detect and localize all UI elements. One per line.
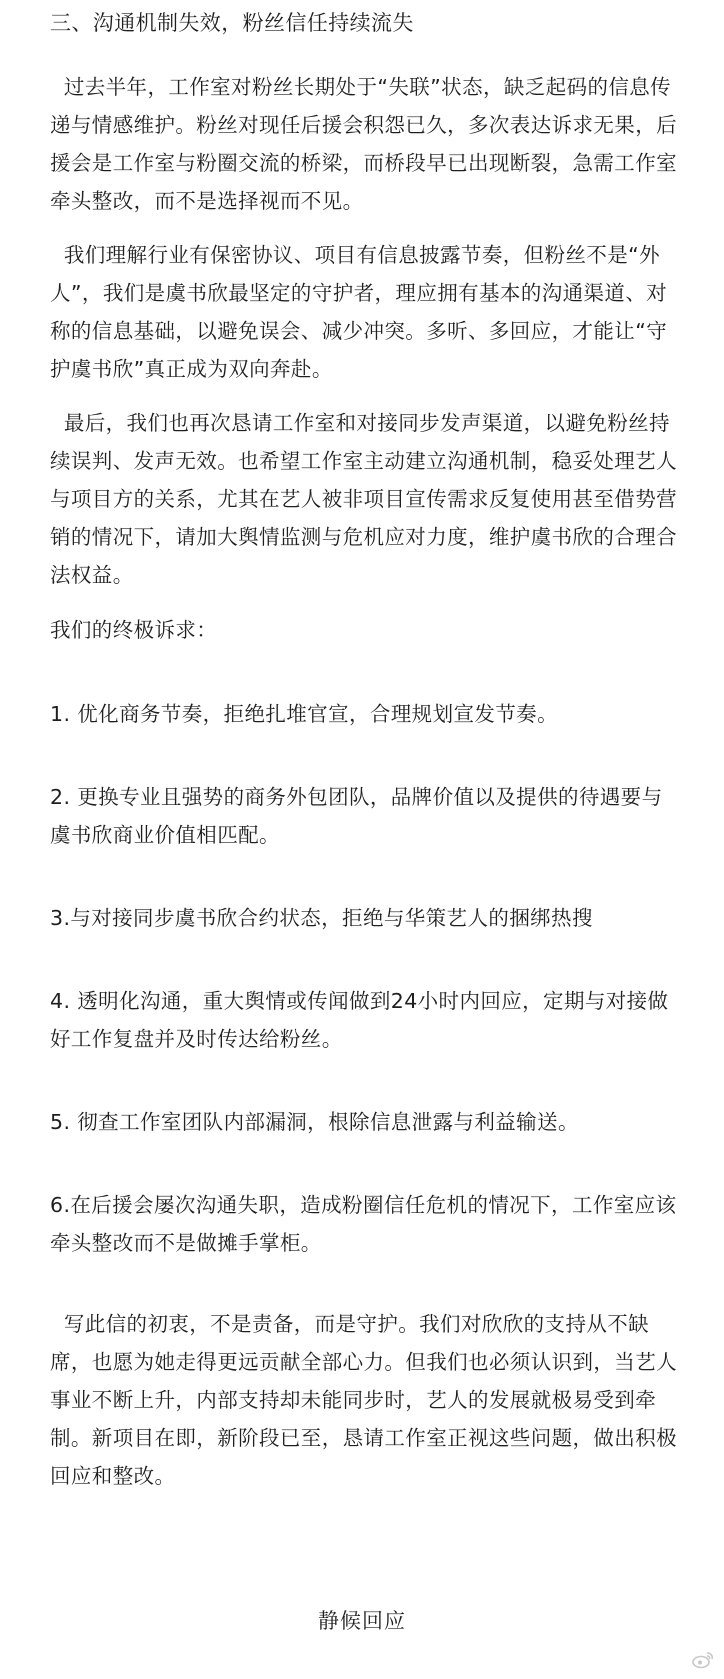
section-heading: 三、沟通机制失效，粉丝信任持续流失 [50, 11, 414, 35]
paragraph-fan-disconnection: 过去半年，工作室对粉丝长期处于“失联”状态，缺乏起码的信息传递与情感维护。粉丝对现任后援会积怨已久，多次表达诉求无果，后援会是工作室与粉圈交流的桥梁，而桥段早已出现断裂，急需工作室牵头整改，而不是选择视而不见。 [50, 75, 677, 213]
demands-heading: 我们的终极诉求： [50, 618, 218, 642]
demand-item-3: 3.与对接同步虞书欣合约状态，拒绝与华策艺人的捆绑热搜 [50, 906, 593, 930]
weibo-watermark [692, 1651, 714, 1669]
signature: 静候回应 [318, 1609, 406, 1633]
demand-item-5: 5. 彻查工作室团队内部漏洞，根除信息泄露与利益输送。 [50, 1110, 579, 1134]
paragraph-closing: 写此信的初衷，不是责备，而是守护。我们对欣欣的支持从不缺席，也愿为她走得更远贡献全部心力。但我们也必须认识到，当艺人事业不断上升，内部支持却未能同步时，艺人的发展就极易受到牵制。新项目在即，新阶段已至，恳请工作室正视这些问题，做出积极回应和整改。 [50, 1312, 677, 1488]
paragraph-final-request: 最后，我们也再次恳请工作室和对接同步发声渠道，以避免粉丝持续误判、发声无效。也希望工作室主动建立沟通机制，稳妥处理艺人与项目方的关系，尤其在艺人被非项目宣传需求反复使用甚至借势营销的情况下，请加大舆情监测与危机应对力度，维护虞书欣的合理合法权益。 [50, 411, 677, 587]
weibo-logo-icon [692, 1651, 714, 1669]
demand-item-6: 6.在后援会屡次沟通失职，造成粉圈信任危机的情况下，工作室应该牵头整改而不是做摊手掌柜。 [50, 1193, 677, 1255]
paragraph-communication-channel: 我们理解行业有保密协议、项目有信息披露节奏，但粉丝不是“外人”，我们是虞书欣最坚定的守护者，理应拥有基本的沟通渠道、对称的信息基础，以避免误会、减少冲突。多听、多回应，才能让“守护虞书欣”真正成为双向奔赴。 [50, 243, 668, 381]
demand-item-4: 4. 透明化沟通，重大舆情或传闻做到24小时内回应，定期与对接做好工作复盘并及时传达给粉丝。 [50, 989, 669, 1051]
demand-item-2: 2. 更换专业且强势的商务外包团队，品牌价值以及提供的待遇要与虞书欣商业价值相匹配。 [50, 785, 663, 847]
demand-item-1: 1. 优化商务节奏，拒绝扎堆官宣，合理规划宣发节奏。 [50, 702, 558, 726]
